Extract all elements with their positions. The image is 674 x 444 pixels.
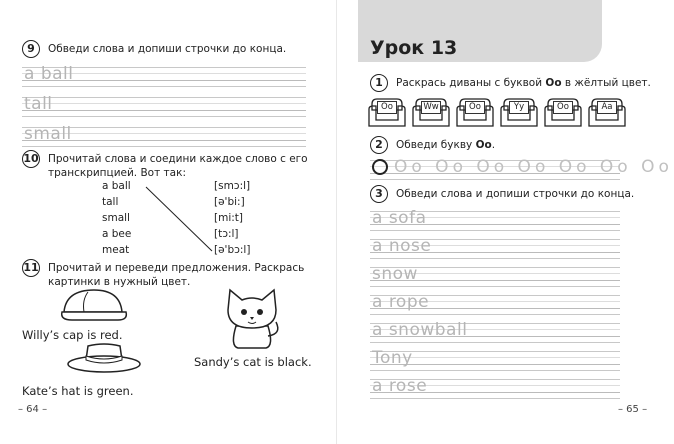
ex2-instruction: Обведи букву Oo. <box>396 139 496 151</box>
match-transcription: [smɔ:l] <box>214 180 251 192</box>
ex2-trace-line <box>370 156 673 180</box>
ex9-trace-word: small <box>24 124 72 144</box>
ex3-trace-word: a rope <box>372 292 430 312</box>
ex3-writing-line-5 <box>370 319 620 343</box>
ex3-writing-line-4 <box>370 291 620 315</box>
ex3-writing-line-1 <box>370 207 620 231</box>
exercise-number-1: 1 <box>370 74 388 92</box>
match-word: a ball <box>102 180 131 192</box>
lesson-title: Урок 13 <box>370 37 458 59</box>
ex3-instruction: Обведи слова и допиши строчки до конца. <box>396 188 635 200</box>
page-number-right: – 65 – <box>618 404 648 415</box>
ex3-trace-word: a sofa <box>372 208 427 228</box>
ex10-instruction-line-2: транскрипцией. Вот так: <box>48 167 186 179</box>
sofa-row <box>368 96 618 130</box>
sofa-letter: Aa <box>597 101 617 114</box>
exercise-number-10: 10 <box>22 150 40 168</box>
ex3-writing-line-6 <box>370 347 620 371</box>
ex3-writing-line-7 <box>370 375 620 399</box>
sentence-cap: Willy’s cap is red. <box>22 328 123 342</box>
sofa[interactable] <box>368 96 406 128</box>
exercise-number-3: 3 <box>370 185 388 203</box>
ex3-trace-word: Tony <box>372 348 413 368</box>
exercise-number-11: 11 <box>22 259 40 277</box>
match-transcription: [tɔ:l] <box>214 228 239 240</box>
sofa-letter: Ww <box>421 101 441 114</box>
cap-illustration <box>58 286 130 326</box>
exercise-number-9: 9 <box>22 40 40 58</box>
sofa[interactable] <box>456 96 494 128</box>
ex9-writing-line-3 <box>22 123 306 147</box>
letter-o-sample <box>372 159 388 175</box>
sofa[interactable] <box>500 96 538 128</box>
sofa-letter: Oo <box>465 101 485 114</box>
ex3-writing-line-3 <box>370 263 620 287</box>
matching-table <box>102 180 272 260</box>
ex10-instruction-line-1: Прочитай слова и соедини каждое слово с его <box>48 153 308 165</box>
ex9-instruction: Обведи слова и допиши строчки до конца. <box>48 43 287 55</box>
sofa[interactable] <box>588 96 626 128</box>
ex3-trace-word: a rose <box>372 376 428 396</box>
match-transcription: [mi:t] <box>214 212 243 224</box>
ex9-trace-word: tall <box>24 94 53 114</box>
sofa-letter: Yy <box>509 101 529 114</box>
sentence-hat: Kate’s hat is green. <box>22 384 134 398</box>
sofa[interactable] <box>544 96 582 128</box>
match-transcription: [ə'bi:] <box>214 196 245 208</box>
ex3-trace-word: a snowball <box>372 320 468 340</box>
page-gutter <box>336 0 337 444</box>
sofa[interactable] <box>412 96 450 128</box>
exercise-number-2: 2 <box>370 136 388 154</box>
sofa-letter: Oo <box>553 101 573 114</box>
ex11-instruction-line-1: Прочитай и переведи предложения. Раскрась <box>48 262 305 274</box>
match-word: meat <box>102 244 130 256</box>
ex2-trace-letters: Oo Oo Oo Oo Oo Oo Oo <box>394 157 673 177</box>
match-word: tall <box>102 196 119 208</box>
ex11-instruction-line-2: картинки в нужный цвет. <box>48 276 191 288</box>
sentence-cat: Sandy’s cat is black. <box>194 355 312 369</box>
ex3-writing-line-2 <box>370 235 620 259</box>
sofa-letter: Oo <box>377 101 397 114</box>
match-transcription: [ə'bɔ:l] <box>214 244 251 256</box>
example-connector-line <box>102 180 272 260</box>
ex9-writing-line-1 <box>22 63 306 87</box>
match-word: a bee <box>102 228 132 240</box>
ex1-instruction: Раскрась диваны с буквой Oo в жёлтый цвет. <box>396 77 651 89</box>
ex3-trace-word: snow <box>372 264 418 284</box>
cat-illustration <box>212 286 284 352</box>
ex9-writing-line-2 <box>22 93 306 117</box>
hat-illustration <box>64 342 144 376</box>
page-number-left: – 64 – <box>18 404 48 415</box>
ex3-trace-word: a nose <box>372 236 432 256</box>
ex9-trace-word: a ball <box>24 64 74 84</box>
match-word: small <box>102 212 130 224</box>
